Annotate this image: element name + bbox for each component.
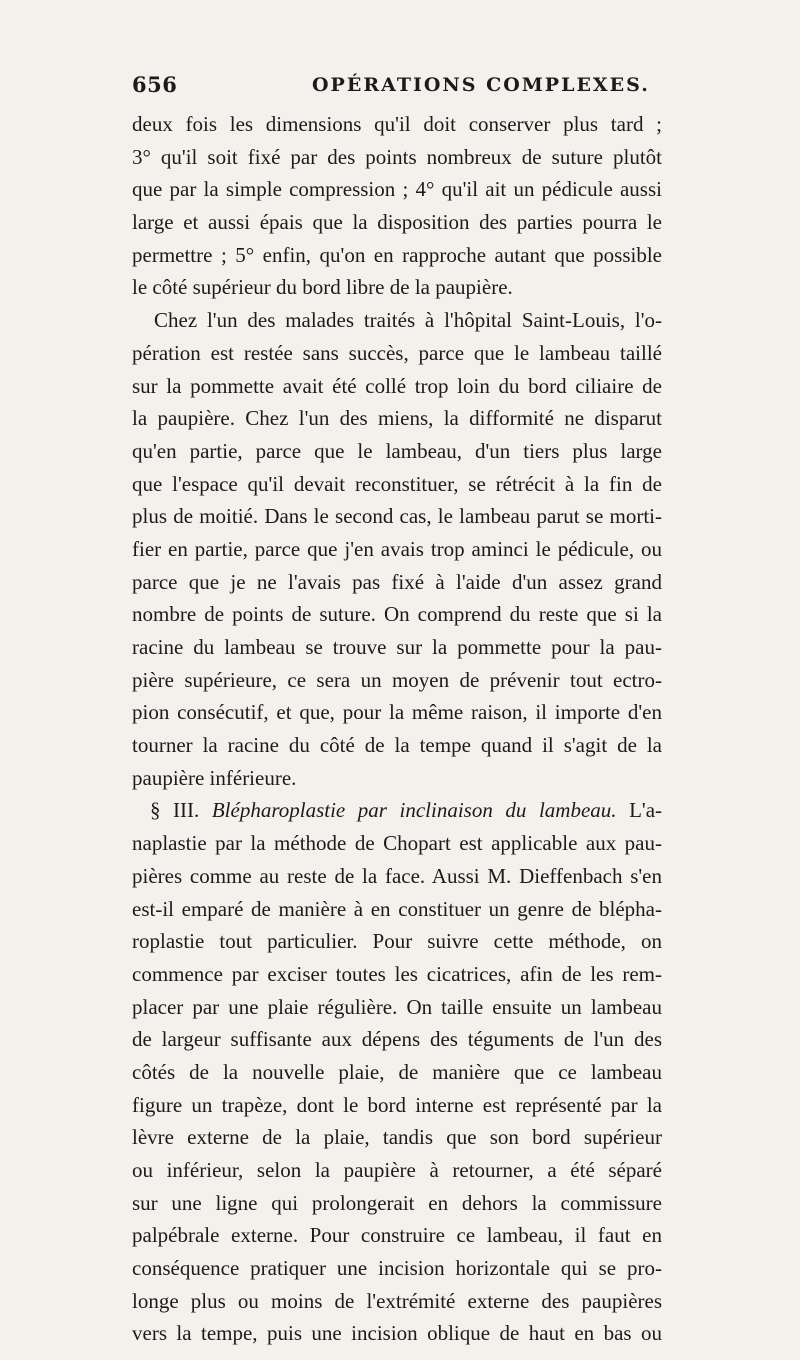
text-line: sur la pommette avait été collé trop loin du bord ciliaire de <box>132 373 662 398</box>
text-line: large et aussi épais que la disposition des parties pourra le <box>132 210 662 235</box>
text-line: parce que je ne l'avais pas fixé à l'aide d'un assez grand <box>132 569 662 594</box>
text-line: qu'en partie, parce que le lambeau, d'un tiers plus large <box>132 438 662 463</box>
text-line: commence par exciser toutes les cicatrices, afin de les rem- <box>132 961 662 986</box>
text-line: de largeur suffisante aux dépens des téguments de l'un des <box>132 1027 662 1052</box>
text-line: deux fois les dimensions qu'il doit conserver plus tard ; <box>132 112 662 136</box>
text-line: permettre ; 5° enfin, qu'on en rapproche autant que possible <box>132 242 662 267</box>
text-line: roplastie tout particulier. Pour suivre cette méthode, on <box>132 929 662 954</box>
text-line: pion consécutif, et que, pour la même raison, il importe d'en <box>132 700 662 725</box>
paragraph-start-line: Chez l'un des malades traités à l'hôpital Saint-Louis, l'o- <box>154 308 662 333</box>
text-line: est-il emparé de manière à en constituer un genre de blépha- <box>132 896 662 921</box>
text-line: nombre de points de suture. On comprend du reste que si la <box>132 602 662 627</box>
text-line: côtés de la nouvelle plaie, de manière que ce lambeau <box>132 1059 662 1084</box>
text-line: figure un trapèze, dont le bord interne est représenté par la <box>132 1092 662 1117</box>
text-line: plus de moitié. Dans le second cas, le lambeau parut se morti- <box>132 504 662 529</box>
text-line: pière supérieure, ce sera un moyen de prévenir tout ectro- <box>132 667 662 692</box>
text-line: naplastie par la méthode de Chopart est applicable aux pau- <box>132 831 662 856</box>
text-line: que par la simple compression ; 4° qu'il ait un pédicule aussi <box>132 177 662 202</box>
text-line: sur une ligne qui prolongerait en dehors la commissure <box>132 1190 662 1215</box>
body-text <box>132 108 662 1350</box>
page-header <box>132 72 662 102</box>
text-line: 3° qu'il soit fixé par des points nombreux de suture plutôt <box>132 144 662 169</box>
text-line: la paupière. Chez l'un des miens, la difformité ne disparut <box>132 406 662 431</box>
text-line: lèvre externe de la plaie, tandis que son bord supérieur <box>132 1125 662 1150</box>
text-line: pières comme au reste de la face. Aussi M. Dieffenbach s'en <box>132 863 662 888</box>
running-head: OPÉRATIONS COMPLEXES. <box>312 74 650 96</box>
text-line: le côté supérieur du bord libre de la paupière. <box>132 275 513 300</box>
text-line: longe plus ou moins de l'extrémité externe des paupières <box>132 1288 662 1313</box>
text-line: tourner la racine du côté de la tempe quand il s'agit de la <box>132 733 662 758</box>
text-line: que l'espace qu'il devait reconstituer, se rétrécit à la fin de <box>132 471 662 496</box>
text-line: placer par une plaie régulière. On taille ensuite un lambeau <box>132 994 662 1019</box>
page-number: 656 <box>132 72 178 97</box>
text-line: racine du lambeau se trouve sur la pommette pour la pau- <box>132 635 662 659</box>
text-line: paupière inférieure. <box>132 765 297 790</box>
text-line: pération est restée sans succès, parce que le lambeau taillé <box>132 340 662 365</box>
section-continuation: L'a- <box>629 798 663 823</box>
text-line: vers la tempe, puis une incision oblique de haut en bas ou <box>132 1321 662 1346</box>
section-heading-line <box>132 794 662 827</box>
text-line: fier en partie, parce que j'en avais trop aminci le pédicule, ou <box>132 536 662 561</box>
section-prefix: § III. <box>150 798 200 823</box>
text-line: conséquence pratiquer une incision horizontale qui se pro- <box>132 1256 662 1281</box>
text-line: ou inférieur, selon la paupière à retourner, a été séparé <box>132 1158 662 1182</box>
section-title: Blépharoplastie par inclinaison du lambeau. <box>211 798 617 823</box>
text-line: palpébrale externe. Pour construire ce lambeau, il faut en <box>132 1223 662 1248</box>
